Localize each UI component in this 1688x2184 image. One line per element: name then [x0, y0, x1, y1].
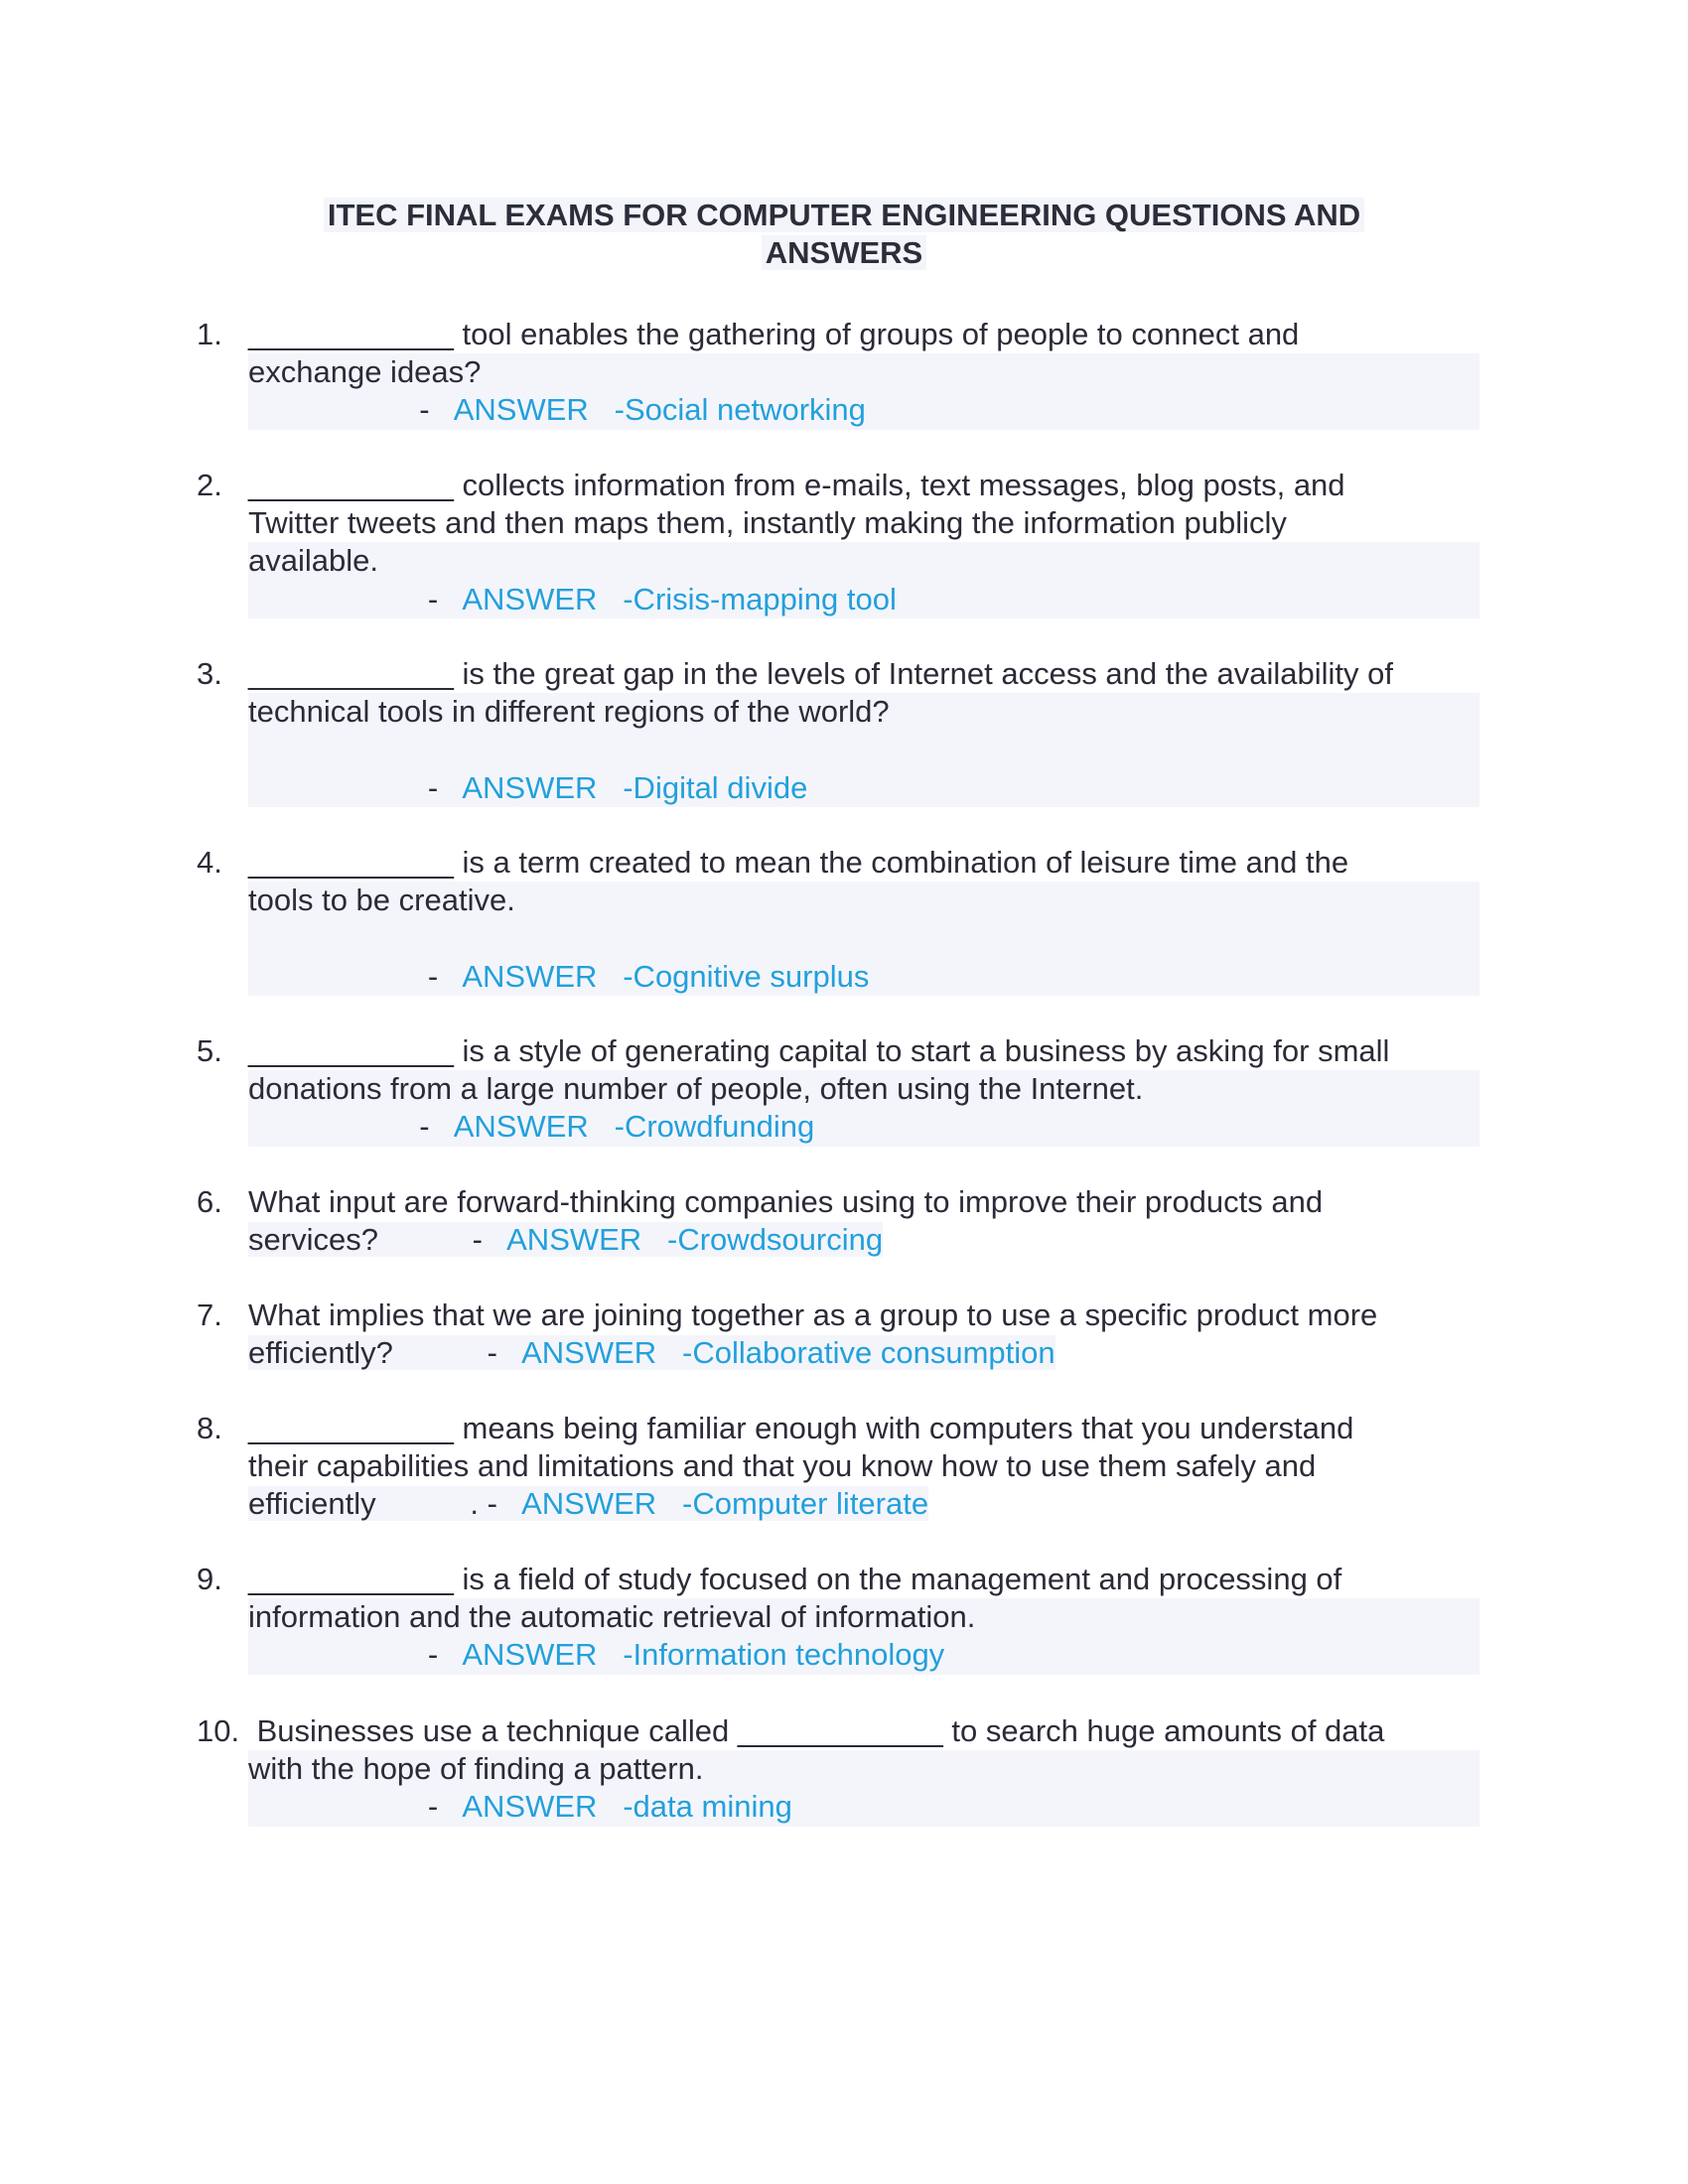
question-text: Businesses use a technique called ____________ to search huge amounts of data: [248, 1713, 1385, 1748]
answer-line: [248, 1485, 1479, 1523]
question-text: services? -: [248, 1222, 507, 1258]
question-number: 9.: [197, 1562, 222, 1596]
question-text: ____________ tool enables the gathering of groups of people to connect and: [248, 317, 1300, 351]
question-text: information and the automatic retrieval of information.: [248, 1598, 1479, 1636]
blank-spacer: [248, 919, 1479, 957]
answer-text: ANSWER -Social networking: [453, 392, 866, 428]
question-text: What implies that we are joining together as a group to use a specific product more: [248, 1297, 1378, 1332]
question-text: ____________ is the great gap in the levels of Internet access and the availability of: [248, 656, 1393, 691]
question-number: 10.: [197, 1713, 240, 1748]
question-text: efficiently? -: [248, 1335, 522, 1371]
question-text: ____________ means being familiar enough with computers that you understand: [248, 1411, 1354, 1445]
answer-line: [248, 391, 1479, 429]
answer-line: [248, 1788, 1479, 1826]
question-number: 5.: [197, 1033, 222, 1068]
answer-line: [248, 769, 1479, 807]
answer-dash: -: [248, 1789, 463, 1825]
title-line-2: ANSWERS: [762, 235, 926, 270]
answer-line: [248, 1221, 1479, 1259]
answer-dash: -: [248, 1109, 454, 1145]
answer-text: ANSWER -Cognitive surplus: [462, 958, 870, 994]
question-number: 8.: [197, 1411, 222, 1445]
answer-text: ANSWER -Computer literate: [521, 1486, 929, 1522]
question-number: 1.: [197, 317, 222, 351]
blank-spacer: [248, 731, 1479, 768]
answer-dash: -: [248, 392, 454, 428]
answer-dash: -: [248, 1637, 463, 1673]
answer-line: [248, 958, 1479, 996]
answer-dash: -: [248, 581, 463, 616]
question-text: efficiently . -: [248, 1486, 522, 1522]
question-number: 2.: [197, 468, 222, 502]
question-text: donations from a large number of people, often using the Internet.: [248, 1070, 1479, 1108]
title-line-1: ITEC FINAL EXAMS FOR COMPUTER ENGINEERING QUESTIONS AND: [324, 198, 1364, 232]
question-text: ____________ is a style of generating capital to start a business by asking for small: [248, 1033, 1390, 1068]
question-text: ____________ is a field of study focused on the management and processing of: [248, 1562, 1342, 1596]
question-text: exchange ideas?: [248, 353, 1479, 391]
answer-dash: -: [248, 958, 463, 994]
question-text: their capabilities and limitations and that you know how to use them safely and: [248, 1448, 1317, 1484]
answer-text: ANSWER -Crowdsourcing: [506, 1222, 884, 1258]
answer-line: [248, 581, 1479, 618]
answer-text: ANSWER -Crisis-mapping tool: [462, 581, 897, 616]
answer-text: ANSWER -data mining: [462, 1789, 792, 1825]
question-text: available.: [248, 542, 1479, 580]
answer-text: ANSWER -Digital divide: [462, 769, 808, 805]
answer-text: ANSWER -Collaborative consumption: [521, 1335, 1055, 1371]
answer-text: ANSWER -Information technology: [462, 1637, 945, 1673]
answer-line: [248, 1334, 1479, 1372]
question-text: ____________ collects information from e-mails, text messages, blog posts, and: [248, 468, 1345, 502]
question-number: 4.: [197, 845, 222, 880]
answer-line: [248, 1636, 1479, 1674]
question-text: tools to be creative.: [248, 882, 1479, 919]
question-text: Twitter tweets and then maps them, instantly making the information publicly: [248, 505, 1287, 541]
question-text: with the hope of finding a pattern.: [248, 1750, 1479, 1788]
answer-text: ANSWER -Crowdfunding: [453, 1109, 815, 1145]
question-text: ____________ is a term created to mean the combination of leisure time and the: [248, 845, 1349, 880]
question-number: 6.: [197, 1184, 222, 1219]
question-number: 3.: [197, 656, 222, 691]
answer-dash: -: [248, 769, 463, 805]
question-number: 7.: [197, 1297, 222, 1332]
page-title: [199, 197, 1489, 272]
question-text: technical tools in different regions of the world?: [248, 693, 1479, 731]
answer-line: [248, 1108, 1479, 1146]
question-text: What input are forward-thinking companies using to improve their products and: [248, 1184, 1324, 1219]
